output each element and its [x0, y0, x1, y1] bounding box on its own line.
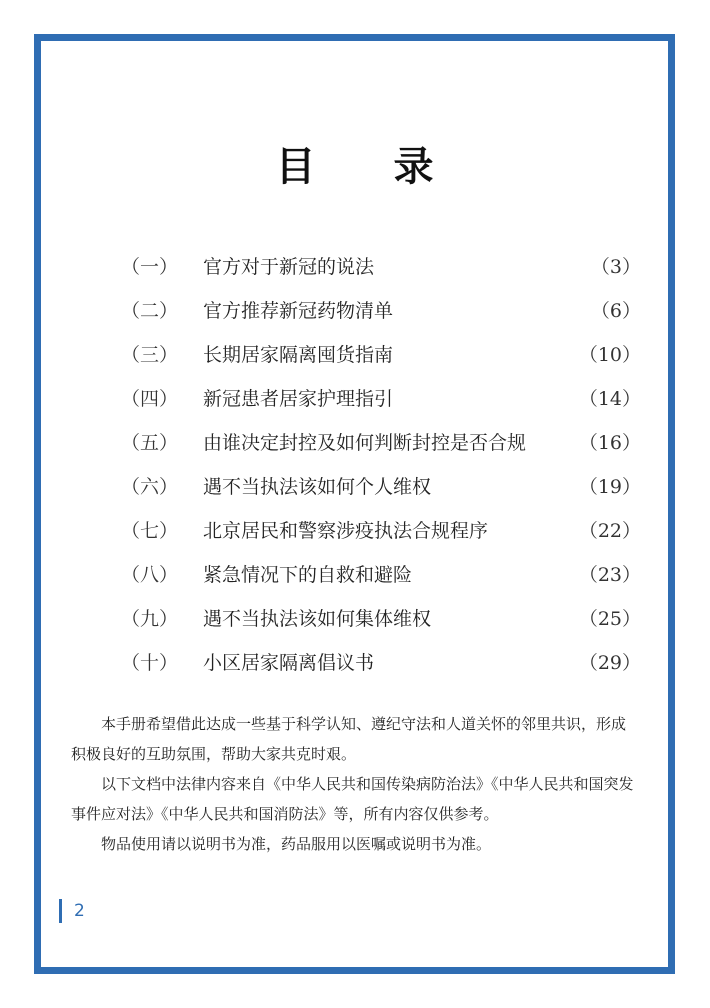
toc-number: （三）	[121, 344, 179, 366]
toc-entry[interactable]	[121, 641, 641, 685]
toc-page: （29）	[578, 652, 641, 674]
toc-number: （五）	[121, 432, 179, 454]
toc-title: 由谁决定封控及如何判断封控是否合规	[203, 432, 527, 454]
toc-title: 遇不当执法该如何个人维权	[203, 476, 432, 498]
toc-title: 紧急情况下的自救和避险	[203, 564, 413, 586]
toc-entry[interactable]	[121, 421, 641, 465]
toc-number: （九）	[121, 608, 179, 630]
toc-title: 新冠患者居家护理指引	[203, 388, 394, 410]
toc-entry[interactable]	[121, 597, 641, 641]
toc-number: （十）	[121, 652, 179, 674]
toc-number: （六）	[121, 476, 179, 498]
toc-number: （一）	[121, 256, 179, 278]
toc-entry[interactable]	[121, 245, 641, 289]
page-marker-bar	[59, 899, 62, 923]
toc-number: （二）	[121, 300, 179, 322]
toc-entry[interactable]	[121, 553, 641, 597]
intro-paragraph: 物品使用请以说明书为准，药品服用以医嘱或说明书为准。	[101, 835, 492, 853]
page-footer	[59, 899, 85, 923]
toc-page: （19）	[578, 476, 641, 498]
page-title: 目 录	[275, 143, 466, 190]
toc-title: 北京居民和警察涉疫执法合规程序	[203, 520, 489, 542]
toc-page: （6）	[590, 300, 641, 322]
toc-page: （14）	[578, 388, 641, 410]
page-number: 2	[74, 901, 85, 921]
toc-entry[interactable]	[121, 333, 641, 377]
toc-title: 官方对于新冠的说法	[203, 256, 375, 278]
toc-entry[interactable]	[121, 377, 641, 421]
toc-page: （22）	[578, 520, 641, 542]
toc-title: 长期居家隔离囤货指南	[203, 344, 394, 366]
toc-entry[interactable]	[121, 289, 641, 333]
toc-title: 遇不当执法该如何集体维权	[203, 608, 432, 630]
toc-number: （八）	[121, 564, 179, 586]
toc-page: （23）	[578, 564, 641, 586]
toc-entry[interactable]	[121, 509, 641, 553]
toc-title: 官方推荐新冠药物清单	[203, 300, 394, 322]
toc-page: （16）	[578, 432, 641, 454]
toc-page: （3）	[590, 256, 641, 278]
intro-paragraph: 本手册希望借此达成一些基于科学认知、遵纪守法和人道关怀的邻里共识，形成积极良好的互助氛围，帮助大家共克时艰。	[71, 715, 627, 763]
toc-page: （10）	[578, 344, 641, 366]
table-of-contents	[121, 245, 641, 685]
intro-paragraph: 以下文档中法律内容来自《中华人民共和国传染病防治法》《中华人民共和国突发事件应对法》《中华人民共和国消防法》等，所有内容仅供参考。	[71, 775, 634, 823]
toc-number: （七）	[121, 520, 179, 542]
toc-page: （25）	[578, 608, 641, 630]
toc-entry[interactable]	[121, 465, 641, 509]
page-frame	[34, 34, 675, 974]
toc-number: （四）	[121, 388, 179, 410]
intro-text	[71, 709, 639, 859]
toc-title: 小区居家隔离倡议书	[203, 652, 375, 674]
